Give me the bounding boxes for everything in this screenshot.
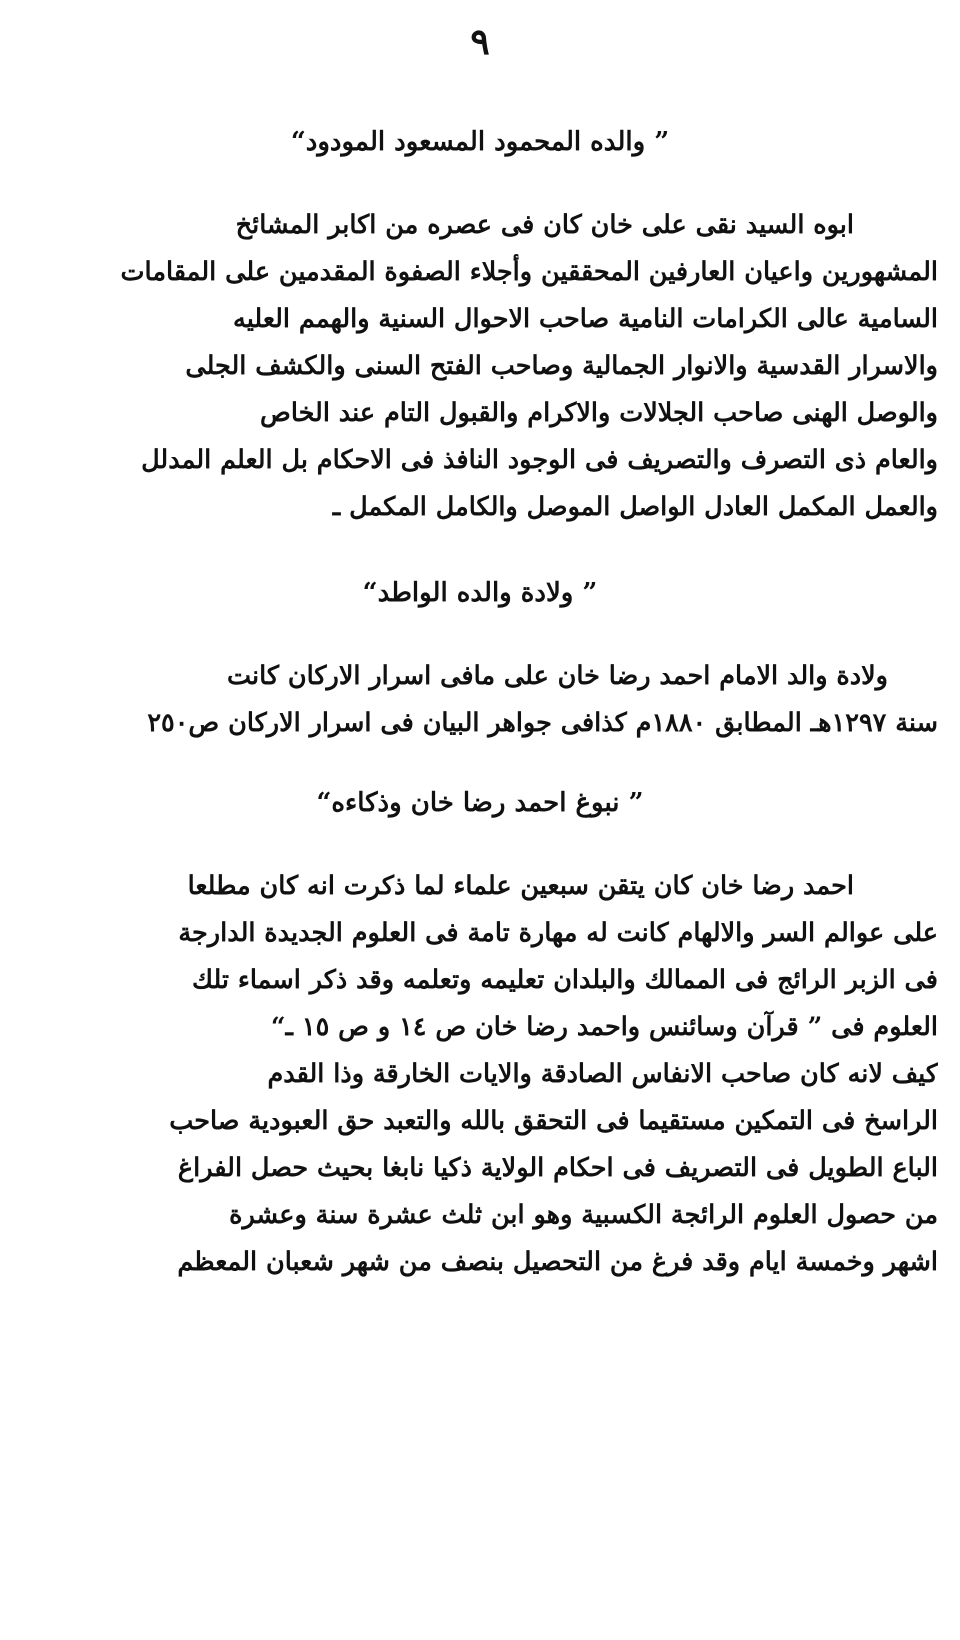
text-line: من حصول العلوم الرائجة الكسبية وهو ابن ثلث عشرة سنة وعشرة	[229, 1200, 938, 1230]
text-line: اشهر وخمسة ايام وقد فرغ من التحصيل بنصف من شهر شعبان المعظم	[177, 1247, 938, 1277]
text-line: العلوم فى ” قرآن وسائنس واحمد رضا خان ص ١٤ و ص ١٥ ـ“	[270, 1012, 938, 1042]
text-line: احمد رضا خان كان يتقن سبعين علماء لما ذكرت انه كان مطلعا	[187, 871, 854, 901]
section-heading-father: ” والده المحمود المسعود المودود“	[290, 127, 670, 157]
paragraph-genius	[22, 863, 938, 1286]
text-line: المشهورين واعيان العارفين المحققين وأجلاء الصفوة المقدمين على المقامات	[120, 257, 938, 287]
text-line: والاسرار القدسية والانوار الجمالية وصاحب الفتح السنى والكشف الجلى	[185, 351, 938, 381]
text-line: الراسخ فى التمكين مستقيما فى التحقق بالله والتعبد حق العبودية صاحب	[169, 1106, 938, 1136]
section-heading-genius: ” نبوغ احمد رضا خان وذكاءه“	[316, 788, 644, 818]
paragraph-father	[22, 202, 938, 531]
text-line: على عوالم السر والالهام كانت له مهارة تامة فى العلوم الجديدة الدارجة	[178, 918, 938, 948]
text-line: والعمل المكمل العادل الواصل الموصل والكامل المكمل ـ	[332, 492, 938, 522]
page-number: ٩	[470, 21, 490, 63]
paragraph-birth	[22, 653, 938, 747]
section-heading-birth: ” ولادة والده الواطد“	[362, 578, 598, 608]
text-line: السامية عالى الكرامات النامية صاحب الاحوال السنية والهمم العليه	[233, 304, 938, 334]
text-line: والوصل الهنى صاحب الجلالات والاكرام والقبول التام عند الخاص	[260, 398, 938, 428]
text-line: فى الزبر الرائج فى الممالك والبلدان تعليمه وتعلمه وقد ذكر اسماء تلك	[191, 965, 938, 995]
text-line: ولادة والد الامام احمد رضا خان على مافى اسرار الاركان كانت	[226, 661, 888, 691]
text-line: والعام ذى التصرف والتصريف فى الوجود النافذ فى الاحكام بل العلم المدلل	[141, 445, 938, 475]
text-line: سنة ١٢٩٧هـ المطابق ١٨٨٠م كذافى جواهر البيان فى اسرار الاركان ص٢٥٠	[147, 708, 938, 738]
text-line: ابوه السيد نقى على خان كان فى عصره من اكابر المشائخ	[235, 210, 854, 240]
text-line: كيف لانه كان صاحب الانفاس الصادقة والايات الخارقة وذا القدم	[267, 1059, 938, 1089]
text-line: الباع الطويل فى التصريف فى احكام الولاية ذكيا نابغا بحيث حصل الفراغ	[177, 1153, 938, 1183]
